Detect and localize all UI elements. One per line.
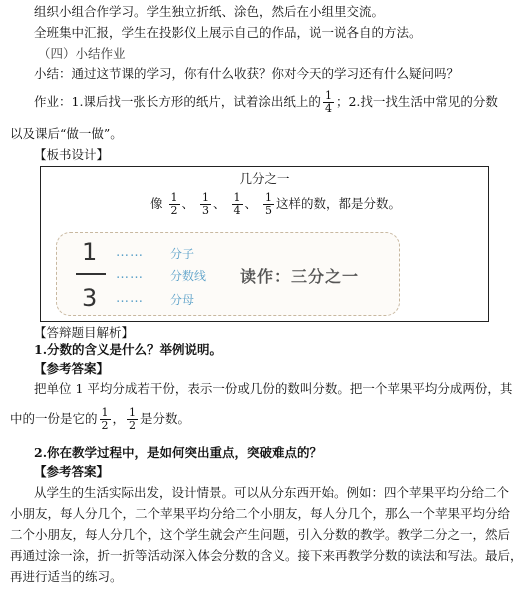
label-numerator: 分子 [170,247,195,261]
homework-text: ；2.找一找生活中常见的分数 [335,94,498,109]
homework-line [34,90,498,115]
question-2: 2.你在教学过程中，是如何突出重点，突破难点的？ [34,445,323,460]
leader-dots: …… [116,291,144,306]
text-line: 组织小组合作学习。学生独立折纸、涂色，然后在小组里交流。 [34,4,385,19]
answer-label: 【参考答案】 [34,361,110,376]
summary-text: 小结：通过这节课的学习，你有什么收获？你对今天的学习还有什么疑问吗？ [34,66,460,81]
fraction-bar [76,273,106,275]
denominator-digit: 3 [82,284,98,312]
qa-heading: 【答辩题目解析】 [34,325,135,340]
answer-text: 再进行适当的练习。 [10,569,123,584]
leader-dots: …… [116,245,144,260]
text-line: 全班集中汇报，学生在投影仪上展示自己的作品，说一说各自的方法。 [34,25,422,40]
board-title: 几分之一 [239,171,290,186]
homework-text: 作业：1.课后找一张长方形的纸片，试着涂出纸上的 [34,94,321,109]
label-fraction-bar: 分数线 [170,269,207,283]
fraction: $\frac{1}{3}$ [202,191,209,217]
answer-text: 把单位 1 平均分成若干份，表示一份或几份的数叫分数。把一个苹果平均分成两份，其 [34,381,513,396]
board-example-line: 像 $\frac{1}{2}$ 、 $\frac{1}{3}$ 、 $\frac{1}{4}$ 、 $\frac{1}{5}$ 这样的数，都是分数。 [150,191,402,217]
answer-label: 【参考答案】 [34,464,110,479]
numerator-digit: 1 [82,238,98,266]
answer-text: 二个小朋友，每人分几个，这个学生就会产生问题，引入分数的教学。教学二分之一，然后 [10,527,511,542]
fraction: $\frac{1}{4}$ [324,89,332,115]
question-1: 1.分数的含义是什么？举例说明。 [34,342,223,357]
fraction: $\frac{1}{2}$ [101,406,109,432]
fraction: $\frac{1}{4}$ [233,191,241,217]
answer-text: 小朋友，每人分几个，二个苹果平均分给二个小朋友，每人分几个，那么一个苹果平均分给 [10,506,511,521]
board-heading: 【板书设计】 [34,147,110,162]
homework-line-cont: 以及课后“做一做”。 [10,126,123,141]
leader-dots: …… [116,267,144,282]
fraction: $\frac{1}{2}$ [129,406,137,432]
answer-text: 再通过涂一涂，折一折等活动深入体会分数的含义。接下来再教学分数的读法和写法。最后， [10,548,523,563]
fraction: $\frac{1}{2}$ [170,191,178,217]
read-as-text: 读作：三分之一 [240,267,360,286]
label-denominator: 分母 [170,293,195,307]
section-heading: （四）小结作业 [38,46,126,61]
answer-text: 中的一份是它的 $\frac{1}{2}$ ， $\frac{1}{2}$ 是分数。 [10,406,191,432]
answer-text: 从学生的生活实际出发，设计情景。可以从分东西开始。例如：四个苹果平均分给二个 [34,485,510,500]
fraction: $\frac{1}{5}$ [265,191,272,217]
